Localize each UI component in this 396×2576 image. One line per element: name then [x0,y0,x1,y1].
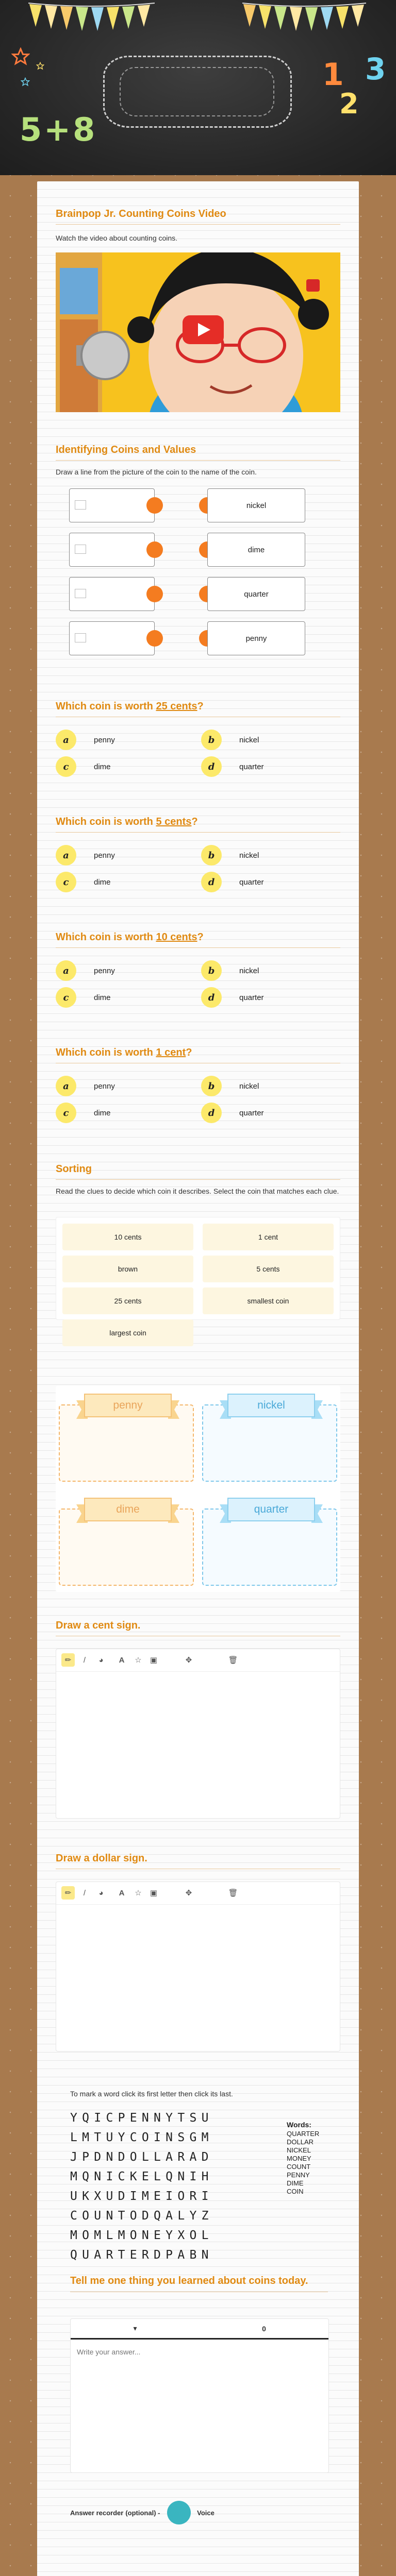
option-letter: d [201,1103,222,1123]
word-list-item: COUNT [287,2163,311,2171]
match-dot-left[interactable] [146,541,163,558]
question-value: 25 cents [156,701,197,712]
question-suffix: ? [191,816,198,827]
chalkboard-header [0,0,396,175]
clue-card[interactable]: 25 cents [62,1287,193,1314]
bin-label: quarter [254,1503,289,1515]
pencil-icon[interactable]: ✏ [61,1653,75,1667]
option-d[interactable] [201,987,264,1008]
coin-image-slot[interactable] [69,488,155,522]
option-label: penny [94,966,115,975]
text-icon[interactable]: A [119,1655,125,1665]
option-letter: b [201,1076,222,1096]
section-title: Brainpop Jr. Counting Coins Video [56,208,340,225]
broken-image-icon [75,500,86,510]
pencil-icon[interactable]: ✏ [61,1886,75,1900]
record-voice-button[interactable] [167,2501,191,2524]
match-row [69,488,327,522]
bin-label: dime [116,1503,140,1515]
option-a[interactable] [56,960,115,981]
math-doodle: 5+8 [20,111,97,148]
option-c[interactable] [56,987,111,1008]
broken-image-icon [75,633,86,642]
voice-label: Voice [197,2509,214,2517]
option-label: nickel [239,735,259,744]
recorder-label: Answer recorder [70,2509,124,2517]
option-d[interactable] [201,1103,264,1123]
question-prefix: Which coin is worth [56,931,156,943]
recorder-dash: - [156,2509,162,2517]
match-dot-left[interactable] [146,497,163,514]
word-search-row[interactable]: MOMLMONEYXOL [70,2229,213,2242]
option-letter: a [56,730,76,750]
option-letter: b [201,730,222,750]
option-d[interactable] [201,872,264,892]
answer-recorder [70,2500,214,2526]
question-suffix: ? [197,701,204,712]
match-row [69,577,327,611]
coin-image-slot[interactable] [69,533,155,567]
word-list-item: DOLLAR [287,2138,314,2146]
recorder-optional: (optional) [125,2509,156,2517]
word-list-item: PENNY [287,2171,310,2179]
coin-image-slot[interactable] [69,621,155,655]
star-icon [11,47,30,66]
drawing-toolbar [56,1649,340,1672]
question-suffix: ? [186,1047,192,1058]
option-b[interactable] [201,845,259,866]
broken-image-icon [75,545,86,554]
option-b[interactable] [201,960,259,981]
option-letter: c [56,756,76,777]
option-letter: d [201,756,222,777]
instruction-text: Draw a line from the picture of the coin to the name of the coin. [56,468,257,476]
word-search-grid[interactable] [70,2108,213,2265]
option-label: penny [94,1081,115,1091]
option-label: quarter [239,877,264,887]
move-icon[interactable]: ✥ [185,1656,192,1665]
option-a[interactable] [56,730,115,750]
option-label: quarter [239,762,264,771]
section-title: Sorting [56,1163,340,1180]
question-title [56,701,340,717]
word-list-heading: Words: [287,2121,311,2129]
trash-icon[interactable]: 🗑 [228,1656,238,1665]
option-label: dime [94,877,111,887]
option-a[interactable] [56,1076,115,1096]
sort-bins [56,1386,340,1592]
option-letter: a [56,960,76,981]
word-list [287,2121,319,2196]
number-doodle: 1 [322,57,344,93]
clue-card[interactable]: largest coin [62,1319,193,1346]
move-icon[interactable]: ✥ [185,1889,192,1897]
option-letter: b [201,845,222,866]
star-shape-icon[interactable]: ☆ [135,1889,142,1897]
drawing-canvas[interactable] [56,1882,340,2052]
clue-bank [56,1217,340,1337]
option-letter: d [201,872,222,892]
word-list-item: COIN [287,2188,304,2195]
instruction-text: Watch the video about counting coins. [56,234,178,242]
option-label: nickel [239,966,259,975]
image-icon[interactable]: ▣ [150,1889,158,1897]
number-doodle: 2 [339,88,359,120]
drawing-toolbar [56,1882,340,1905]
word-search-row[interactable]: YQICPENNYTSU [70,2111,213,2125]
option-letter: b [201,960,222,981]
question-suffix: ? [197,931,204,943]
question-prefix: Which coin is worth [56,701,156,712]
coin-name-box[interactable]: quarter [207,577,305,611]
coin-name-box[interactable]: penny [207,621,305,655]
option-letter: c [56,872,76,892]
bunting-decoration [242,0,366,36]
option-letter: a [56,845,76,866]
clue-card[interactable]: 5 cents [203,1256,334,1282]
answer-editor[interactable] [70,2318,329,2473]
word-list-item: DIME [287,2179,304,2187]
match-dot-left[interactable] [146,630,163,647]
option-b[interactable] [201,730,259,750]
word-list-item: NICKEL [287,2146,311,2154]
match-row [69,621,327,655]
word-search-row[interactable]: QUARTERDPABN [70,2248,213,2262]
option-c[interactable] [56,1103,111,1123]
color-palette-icon[interactable]: ◕ [98,1655,104,1665]
clue-card[interactable]: 1 cent [203,1224,334,1250]
worksheet-page [37,181,359,2576]
star-icon [21,77,30,87]
option-label: quarter [239,1108,264,1117]
option-label: quarter [239,993,264,1002]
dropdown-icon[interactable]: ▾ [133,2324,137,2332]
word-search-row[interactable]: MQNICKELQNIH [70,2170,213,2183]
section-title: Tell me one thing you learned about coins today. [70,2274,328,2292]
section-title: Draw a dollar sign. [56,1853,340,1869]
option-letter: c [56,987,76,1008]
bunting-decoration [28,0,155,36]
pen-icon[interactable]: / [83,1888,86,1897]
trash-icon[interactable]: 🗑 [228,1889,238,1897]
clue-card[interactable]: brown [62,1256,193,1282]
bin-label: penny [113,1399,143,1411]
question-value: 1 cent [156,1047,186,1058]
option-letter: d [201,987,222,1008]
chalk-frame-inner [120,67,274,116]
bin-label: nickel [257,1399,285,1411]
option-a[interactable] [56,845,115,866]
editor-toolbar [71,2319,328,2340]
coin-name-box[interactable]: dime [207,533,305,567]
video-player[interactable] [56,252,340,412]
option-b[interactable] [201,1076,259,1096]
option-label: dime [94,1108,111,1117]
section-title: Identifying Coins and Values [56,444,340,461]
question-prefix: Which coin is worth [56,1047,156,1058]
word-list-item: QUARTER [287,2130,320,2138]
color-palette-icon[interactable]: ◕ [98,1888,104,1897]
word-list-item: MONEY [287,2155,311,2162]
drawing-canvas[interactable] [56,1649,340,1819]
option-label: penny [94,851,115,860]
counter-badge: 0 [262,2324,266,2333]
instruction-text: To mark a word click its first letter then click its last. [70,2090,233,2098]
option-letter: c [56,1103,76,1123]
question-value: 10 cents [156,931,197,943]
question-title [56,1047,340,1063]
pen-icon[interactable]: / [83,1655,86,1665]
option-d[interactable] [201,756,264,777]
option-label: dime [94,762,111,771]
option-letter: a [56,1076,76,1096]
question-value: 5 cents [156,816,192,827]
option-label: penny [94,735,115,744]
word-search-row[interactable]: LMTUYCOINSGM [70,2131,213,2144]
option-label: dime [94,993,111,1002]
broken-image-icon [75,589,86,598]
clue-card[interactable]: 10 cents [62,1224,193,1250]
number-doodle: 3 [365,52,386,87]
question-title [56,816,340,833]
option-c[interactable] [56,756,111,777]
star-shape-icon[interactable]: ☆ [135,1656,142,1665]
word-search-row[interactable]: JPDNDOLLARAD [70,2150,213,2164]
option-label: nickel [239,851,259,860]
coin-name-box[interactable]: nickel [207,488,305,522]
word-search-row[interactable]: UKXUDIMEIORI [70,2190,213,2203]
image-icon[interactable]: ▣ [150,1656,158,1665]
instruction-text: Read the clues to decide which coin it describes. Select the coin that matches each clue. [56,1187,339,1195]
match-dot-left[interactable] [146,586,163,602]
star-icon [36,62,44,70]
word-search-row[interactable]: COUNTODQALYZ [70,2209,213,2223]
answer-textarea[interactable] [71,2342,328,2471]
text-icon[interactable]: A [119,1888,125,1897]
section-title: Draw a cent sign. [56,1620,340,1636]
option-label: nickel [239,1081,259,1091]
clue-card[interactable]: smallest coin [203,1287,334,1314]
question-prefix: Which coin is worth [56,816,156,827]
question-title [56,931,340,948]
play-icon[interactable] [183,315,224,344]
option-c[interactable] [56,872,111,892]
match-row [69,533,327,567]
coin-image-slot[interactable] [69,577,155,611]
